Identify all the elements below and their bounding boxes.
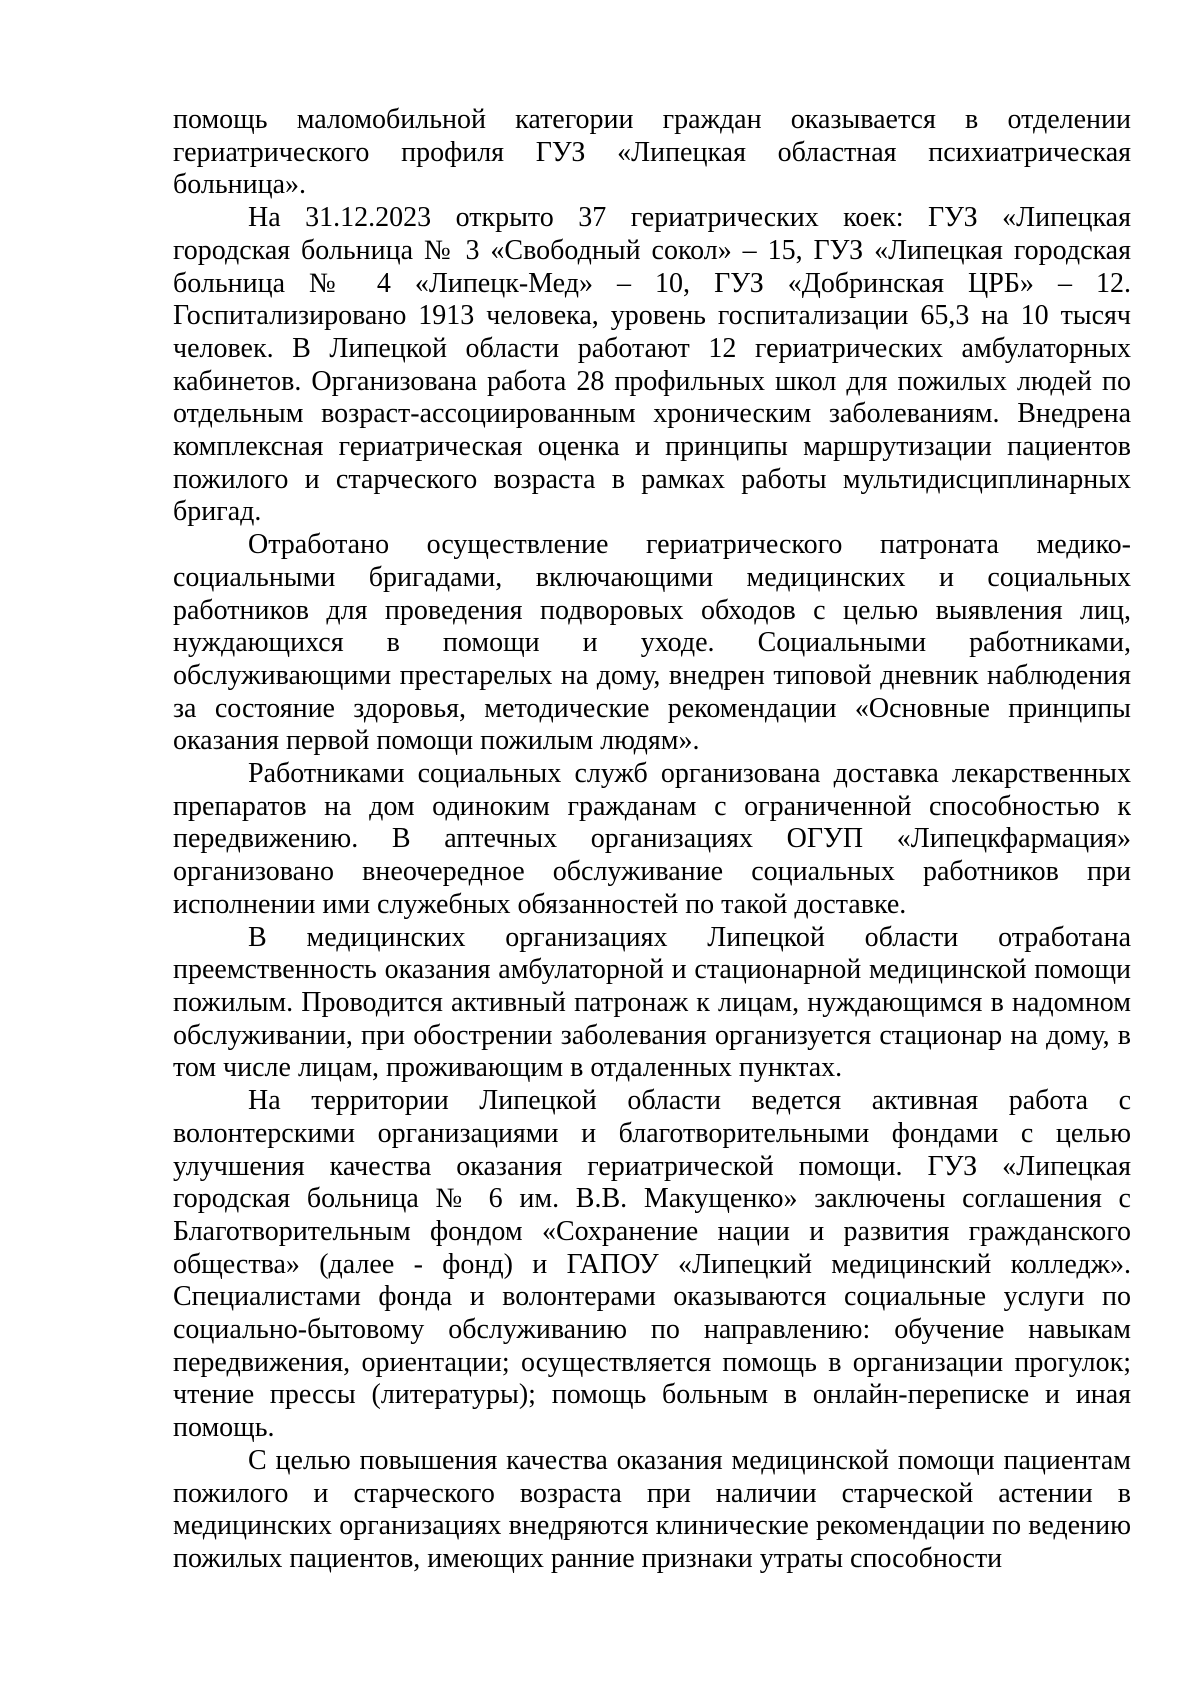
paragraph-6: На территории Липецкой области ведется активная работа с волонтерскими организациями и благотворительными фондами с целью улучшения качества оказания гериатрической помощи. ГУЗ «Липецкая городская больница № 6 им. В.В. Макущенко» заключены соглашения с Благотворительным фондом «Сохранение нации и развития гражданского общества» (далее - фонд) и ГАПОУ «Липецкий медицинский колледж». Специалистами фонда и волонтерами оказываются социальные услуги по социально-бытовому обслуживанию по направлению: обучение навыкам передвижения, ориентации; осуществляется помощь в организации прогулок; чтение прессы (литературы); помощь больным в онлайн-переписке и иная помощь.: [173, 1085, 1131, 1444]
paragraph-3: Отработано осуществление гериатрического патроната медико-социальными бригадами, включающими медицинских и социальных работников для проведения подворовых обходов с целью выявления лиц, нуждающихся в помощи и уходе. Социальными работниками, обслуживающими престарелых на дому, внедрен типовой дневник наблюдения за состояние здоровья, методические рекомендации «Основные принципы оказания первой помощи пожилым людям».: [173, 529, 1131, 757]
paragraph-4: Работниками социальных служб организована доставка лекарственных препаратов на дом одиноким гражданам с ограниченной способностью к передвижению. В аптечных организациях ОГУП «Липецкфармация» организовано внеочередное обслуживание социальных работников при исполнении ими служебных обязанностей по такой доставке.: [173, 758, 1131, 920]
paragraph-2: На 31.12.2023 открыто 37 гериатрических коек: ГУЗ «Липецкая городская больница № 3 «Свободный сокол» – 15, ГУЗ «Липецкая городская больница № 4 «Липецк-Мед» – 10, ГУЗ «Добринская ЦРБ» – 12. Госпитализировано 1913 человека, уровень госпитализации 65,3 на 10 тысяч человек. В Липецкой области работают 12 гериатрических амбулаторных кабинетов. Организована работа 28 профильных школ для пожилых людей по отдельным возраст-ассоциированным хроническим заболеваниям. Внедрена комплексная гериатрическая оценка и принципы маршрутизации пациентов пожилого и старческого возраста в рамках работы мультидисциплинарных бригад.: [173, 202, 1131, 528]
document-body: [173, 104, 1131, 1576]
paragraph-1: помощь маломобильной категории граждан оказывается в отделении гериатрического профиля ГУЗ «Липецкая областная психиатрическая больница».: [173, 104, 1131, 201]
paragraph-7: С целью повышения качества оказания медицинской помощи пациентам пожилого и старческого возраста при наличии старческой астении в медицинских организациях внедряются клинические рекомендации по ведению пожилых пациентов, имеющих ранние признаки утраты способности: [173, 1444, 1131, 1574]
paragraph-5: В медицинских организациях Липецкой области отработана преемственность оказания амбулаторной и стационарной медицинской помощи пожилым. Проводится активный патронаж к лицам, нуждающимся в надомном обслуживании, при обострении заболевания организуется стационар на дому, в том числе лицам, проживающим в отдаленных пунктах.: [173, 921, 1131, 1084]
